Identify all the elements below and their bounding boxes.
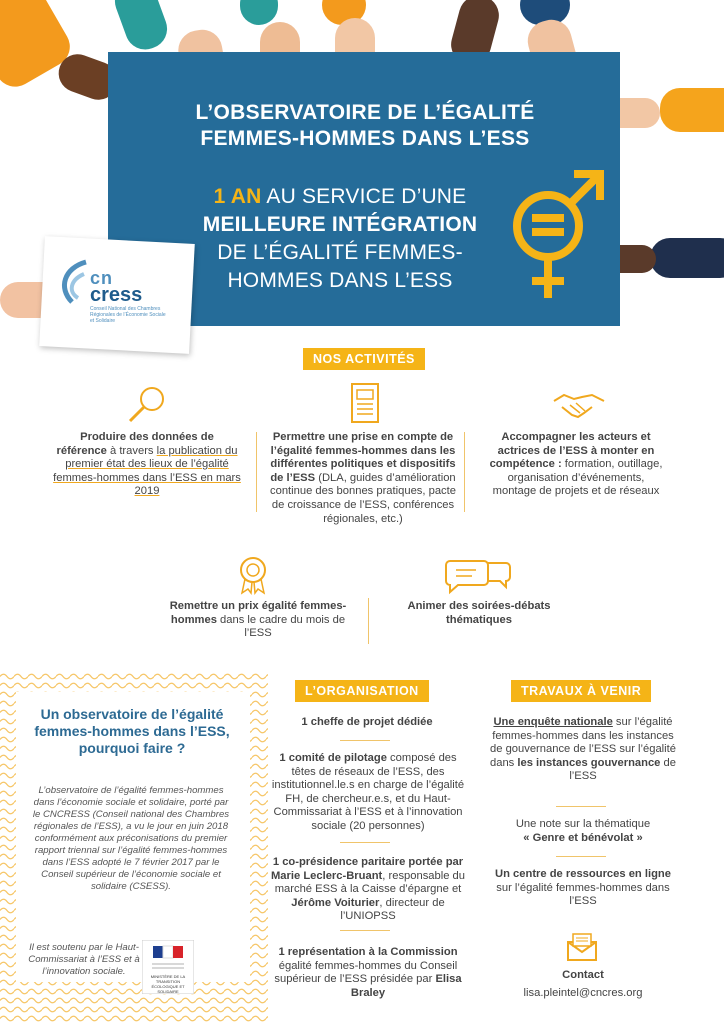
arm-orange-right [660, 88, 724, 132]
arm-teal [109, 0, 172, 55]
travaux-2-text: Une note sur la thématique [515, 818, 651, 830]
travaux-3 [486, 868, 680, 909]
why-body-support: Il est soutenu par le Haut-Commissariat à l’ESS et à l’innovation sociale. [28, 942, 140, 977]
org-2 [270, 752, 466, 834]
org-1-text: 1 cheffe de projet dédiée [301, 716, 433, 728]
envelope-icon [566, 932, 598, 962]
org-4 [266, 946, 470, 1000]
page-title [150, 100, 580, 152]
title-line2: FEMMES-HOMMES DANS L’ESS [200, 127, 530, 150]
activity-4-bold: Remettre un prix égalité femmes-hommes [169, 600, 347, 626]
logo-cress: cress [90, 284, 143, 306]
contact-label: Contact [562, 969, 604, 981]
activity-3 [486, 431, 666, 499]
divider-h3 [340, 930, 390, 931]
divider-h4 [556, 806, 606, 807]
logo-subtitle: Conseil National des Chambres Régionales de l’Économie Sociale et Solidaire [90, 306, 166, 324]
divider-v1 [256, 432, 257, 512]
org-1 [278, 716, 456, 730]
contact-email[interactable]: lisa.pleintel@cncres.org [523, 987, 643, 999]
activity-4 [160, 600, 356, 641]
ministry-name: MINISTÈRE DE LA TRANSITION ÉCOLOGIQUE ET SOLIDAIRE [150, 974, 186, 994]
org-2-text: composé des têtes de réseaux de l’ESS, des institutionnel.le.s en charge de l’égalité FH, de chercheur.e.s, et du Haut-Commissariat à l’ESS et à l’innovation sociale (20 personnes) [271, 752, 465, 832]
activity-5 [384, 600, 574, 627]
header-subtitle [170, 183, 510, 295]
sub-highlight: 1 AN [213, 185, 262, 208]
activity-1 [52, 431, 242, 499]
activity-3-text: formation, outillage, organisation d’événements, montage de projets et de réseaux [492, 458, 663, 498]
activity-4-text: dans le cadre du mois de l’ESS [216, 613, 346, 640]
activity-2 [270, 431, 456, 526]
gender-equality-icon [508, 168, 608, 306]
activity-1-bold1: Produire des données de [80, 431, 214, 443]
divider-h5 [556, 856, 606, 857]
sub-part2: DE L’ÉGALITÉ FEMMES-HOMMES DANS L’ESS [217, 241, 463, 292]
sub-part1: AU SERVICE D’UNE [261, 185, 467, 208]
organisation-label: L’ORGANISATION [295, 680, 429, 702]
org-4-text: égalité femmes-hommes du Conseil supérieur de l’ESS présidée par [274, 959, 458, 986]
activity-1-text: à travers [106, 444, 157, 457]
travaux-3-text: sur l’égalité femmes-hommes dans l’ESS [496, 881, 670, 908]
org-3-text2: , directeur de l’UNIOPSS [340, 896, 445, 923]
travaux-1-text2: de l’ESS [569, 756, 676, 783]
sub-strong: MEILLEURE INTÉGRATION [202, 213, 478, 236]
why-body: L’observatoire de l’égalité femmes-hommes dans l’économie sociale et solidaire, porté par le CNCRESS (Conseil national des Chambres régionales de l’ESS), a vu le jour en juin 2018 conformément aux préconisations du premier rapport triennal sur l’égalité femmes-hommes dans l’ESS adopté le 7 février 2017 par le Conseil supérieur de l’économie sociale et solidaire (CSESS). [32, 785, 230, 892]
arm-teal2 [240, 0, 278, 25]
travaux-3-bold: Un centre de ressources en ligne [495, 868, 671, 880]
travaux-1-bold2: les instances gouvernance [517, 756, 661, 769]
award-ribbon-icon [236, 555, 270, 595]
activity-5-bold: Animer des soirées-débats thématiques [407, 600, 551, 626]
travaux-1 [486, 716, 680, 784]
activity-3-bold: Accompagner les acteurs et actrices de l’ESS à monter en compétence : [489, 431, 655, 471]
why-title: Un observatoire de l’égalité femmes-hommes dans l’ESS, pourquoi faire ? [34, 706, 230, 756]
org-2-bold: 1 comité de pilotage [279, 752, 387, 764]
chat-bubbles-icon [444, 555, 514, 595]
activity-2-bold: Permettre une prise en compte de l’égalité femmes-hommes dans les différentes politiques et dispositifs de l’ESS [270, 431, 456, 484]
handshake-icon [552, 387, 606, 423]
cncress-logo-swirl-icon [56, 258, 92, 312]
org-3-text1: , responsable du marché ESS à la Caisse d’épargne et [274, 869, 466, 896]
divider-v2 [464, 432, 465, 512]
activity-1-link[interactable]: la publication du premier état des lieux de l’égalité femmes-hommes dans l’ESS en mars 2019 [53, 444, 241, 498]
arm-navy-right [650, 238, 724, 278]
divider-h1 [340, 740, 390, 741]
org-3-bold1: 1 co-présidence paritaire portée par Marie Leclerc-Bruant [270, 856, 464, 882]
logo-cn: cn [90, 268, 114, 288]
magnifier-icon [124, 383, 170, 427]
travaux-2-bold: « Genre et bénévolat » [523, 831, 643, 844]
activity-2-text: (DLA, guides d’amélioration continue des bonnes pratiques, pacte de croissance de l’ESS, conférences régionales, etc.) [270, 471, 456, 525]
divider-h2 [340, 842, 390, 843]
org-3-bold2: Jérôme Voiturier [291, 896, 380, 909]
activities-label: NOS ACTIVITÉS [303, 348, 425, 370]
divider-v3 [368, 598, 369, 644]
travaux-2 [486, 818, 680, 845]
org-3 [270, 856, 466, 924]
travaux-1-bold: Une enquête nationale [493, 716, 613, 728]
title-line1: L’OBSERVATOIRE DE L’ÉGALITÉ [195, 101, 535, 124]
travaux-1-text: sur l’égalité femmes-hommes dans les instances de gouvernance de l’ESS sur l’égalité dans [490, 716, 676, 769]
org-4-bold1: 1 représentation à la Commission [278, 946, 458, 958]
document-icon [350, 382, 380, 424]
travaux-label: TRAVAUX À VENIR [511, 680, 651, 702]
activity-1-bold2: référence [56, 444, 107, 457]
org-4-bold2: Elisa Braley [350, 973, 462, 999]
